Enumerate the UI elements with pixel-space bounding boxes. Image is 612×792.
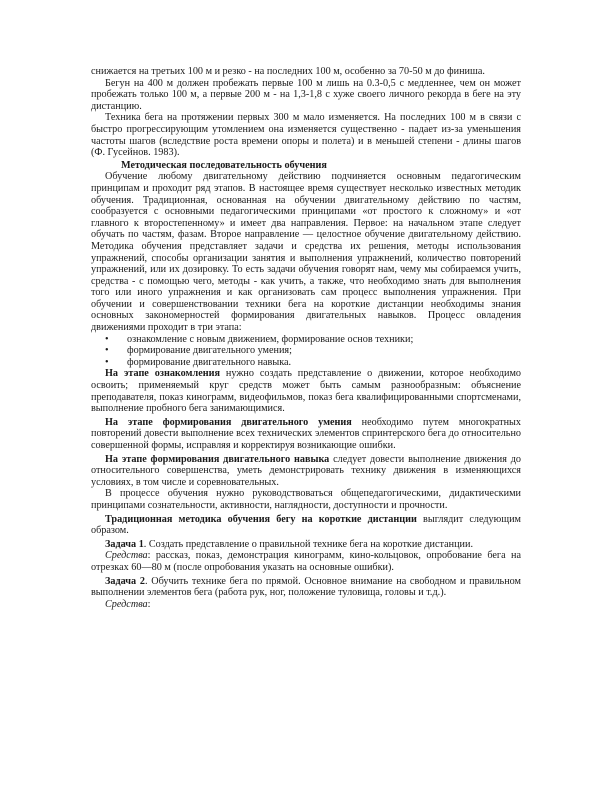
- paragraph-text: следует довести выполнение движения до относительного совершенства, уметь демонстрировать технику движения в изменяющихся условиях, в том числе и соревновательных.: [91, 453, 522, 488]
- bold-lead: На этапе формирования двигательного навыка: [105, 453, 330, 465]
- paragraph: снижается на третьих 100 м и резко - на последних 100 м, особенно за 70-50 м до финиша.: [91, 66, 485, 77]
- bullet-icon: •: [105, 356, 109, 368]
- paragraph-text: выглядит следующим образом.: [91, 513, 522, 537]
- paragraph: [91, 368, 521, 414]
- bullet-icon: •: [105, 345, 109, 357]
- list-item: [105, 357, 521, 369]
- bold-lead: На этапе ознакомления: [105, 368, 220, 380]
- bullet-icon: •: [105, 333, 109, 345]
- paragraph: В процессе обучения нужно руководствоваться общепедагогическими, дидактическими принципами сознательности, активности, наглядности, доступности и прочности.: [91, 488, 521, 511]
- paragraph: Обучение любому двигательному действию подчиняется основным педагогическим принципам и проходит ряд этапов. В настоящее время существует несколько известных методик обучения. Традиционная, основанная на обучении двигательному действию по частям, сообразуется с основными педагогическими принципами «от простого к сложному» и «от главного к второстепенному» и имеет два направления. Первое: на начальном этапе следует обучать по частям, фазам. Второе направление — целостное обучение двигательному действию. Методика обучения представляет задачи и средства их решения, методы использования упражнений, способы организации занятия и выполнения упражнений, количество повторений упражнений, или их дозировку. То есть задачи обучения говорят нам, чему мы собираемся учить, средства - с помощью чего, методы - как учить, а также, что необходимо знать для выполнения того или иного упражнения и как организовать сам процесс выполнения упражнения. При обучении и совершенствовании техники бега на короткие дистанции необходимы знания основных закономерностей формирования двигательных навыков. Процесс овладения движениями проходит в три этапа:: [91, 171, 521, 334]
- task-label: Задача 2: [105, 575, 145, 587]
- document-body: [91, 66, 521, 610]
- task-paragraph: [91, 539, 521, 551]
- paragraph: Техника бега на протяжении первых 300 м мало изменяется. На последних 100 м в связи с быстро прогрессирующим утомлением она изменяется существенно - падает из-за уменьшения частоты шагов (вследствие роста времени опоры и полета) и в меньшей степени - длины шагов (Ф. Гусейнов. 1983).: [91, 112, 521, 159]
- means-label: Средства: [105, 598, 148, 610]
- task-paragraph: [91, 576, 521, 599]
- bold-lead: На этапе формирования двигательного умения: [105, 416, 352, 428]
- list-item: [105, 334, 521, 346]
- task-text: . Обучить технике бега по прямой. Основное внимание на свободном и правильном выполнении элементов бега (работа рук, ног, положение туловища, головы и т.д.).: [91, 575, 521, 599]
- section-heading: Методическая последовательность обучения: [121, 159, 327, 171]
- task-text: . Создать представление о правильной технике бега на короткие дистанции.: [143, 538, 473, 550]
- means-text: : рассказ, показ, демонстрация кинограмм, кино-кольцовок, опробование бега на отрезках 60—80 м (после опробования указать на основные ошибки).: [91, 550, 521, 573]
- means-paragraph: [91, 599, 521, 611]
- means-colon: :: [147, 598, 151, 610]
- paragraph-text: необходимо путем многократных повторений довести выполнение всех технических элементов спринтерского бега до относительно совершенной формы, исправляя и корректируя возникающие ошибки.: [91, 416, 521, 451]
- list-item-text: ознакомление с новым движением, формирование основ техники;: [127, 333, 414, 345]
- list-item-text: формирование двигательного навыка.: [127, 356, 292, 368]
- paragraph: [91, 417, 521, 452]
- bold-lead: Традиционная методика обучения бегу на короткие дистанции: [105, 513, 417, 525]
- list-item: [105, 345, 521, 357]
- paragraph: Бегун на 400 м должен пробежать первые 100 м лишь на 0.3-0,5 с медленнее, чем он может пробежать только 100 м, а первые 200 м - на 1,3-1,8 с хуже своего личного рекорда в беге на эту дистанцию.: [91, 77, 521, 112]
- task-label: Задача 1: [105, 538, 144, 550]
- paragraph: [91, 454, 521, 489]
- means-label: Средства: [105, 550, 148, 562]
- stage-list: [91, 334, 521, 369]
- paragraph-text: нужно создать представление о движении, которое необходимо освоить; применяемый круг средств может быть самым разнообразным: объяснение преподавателя, показ кинограмм, видеофильмов, показ бега квалифицированными спортсменами, выполнение пробного бега занимающимися.: [91, 368, 521, 415]
- paragraph: [91, 514, 521, 537]
- list-item-text: формирование двигательного умения;: [127, 345, 292, 357]
- means-paragraph: [91, 550, 521, 573]
